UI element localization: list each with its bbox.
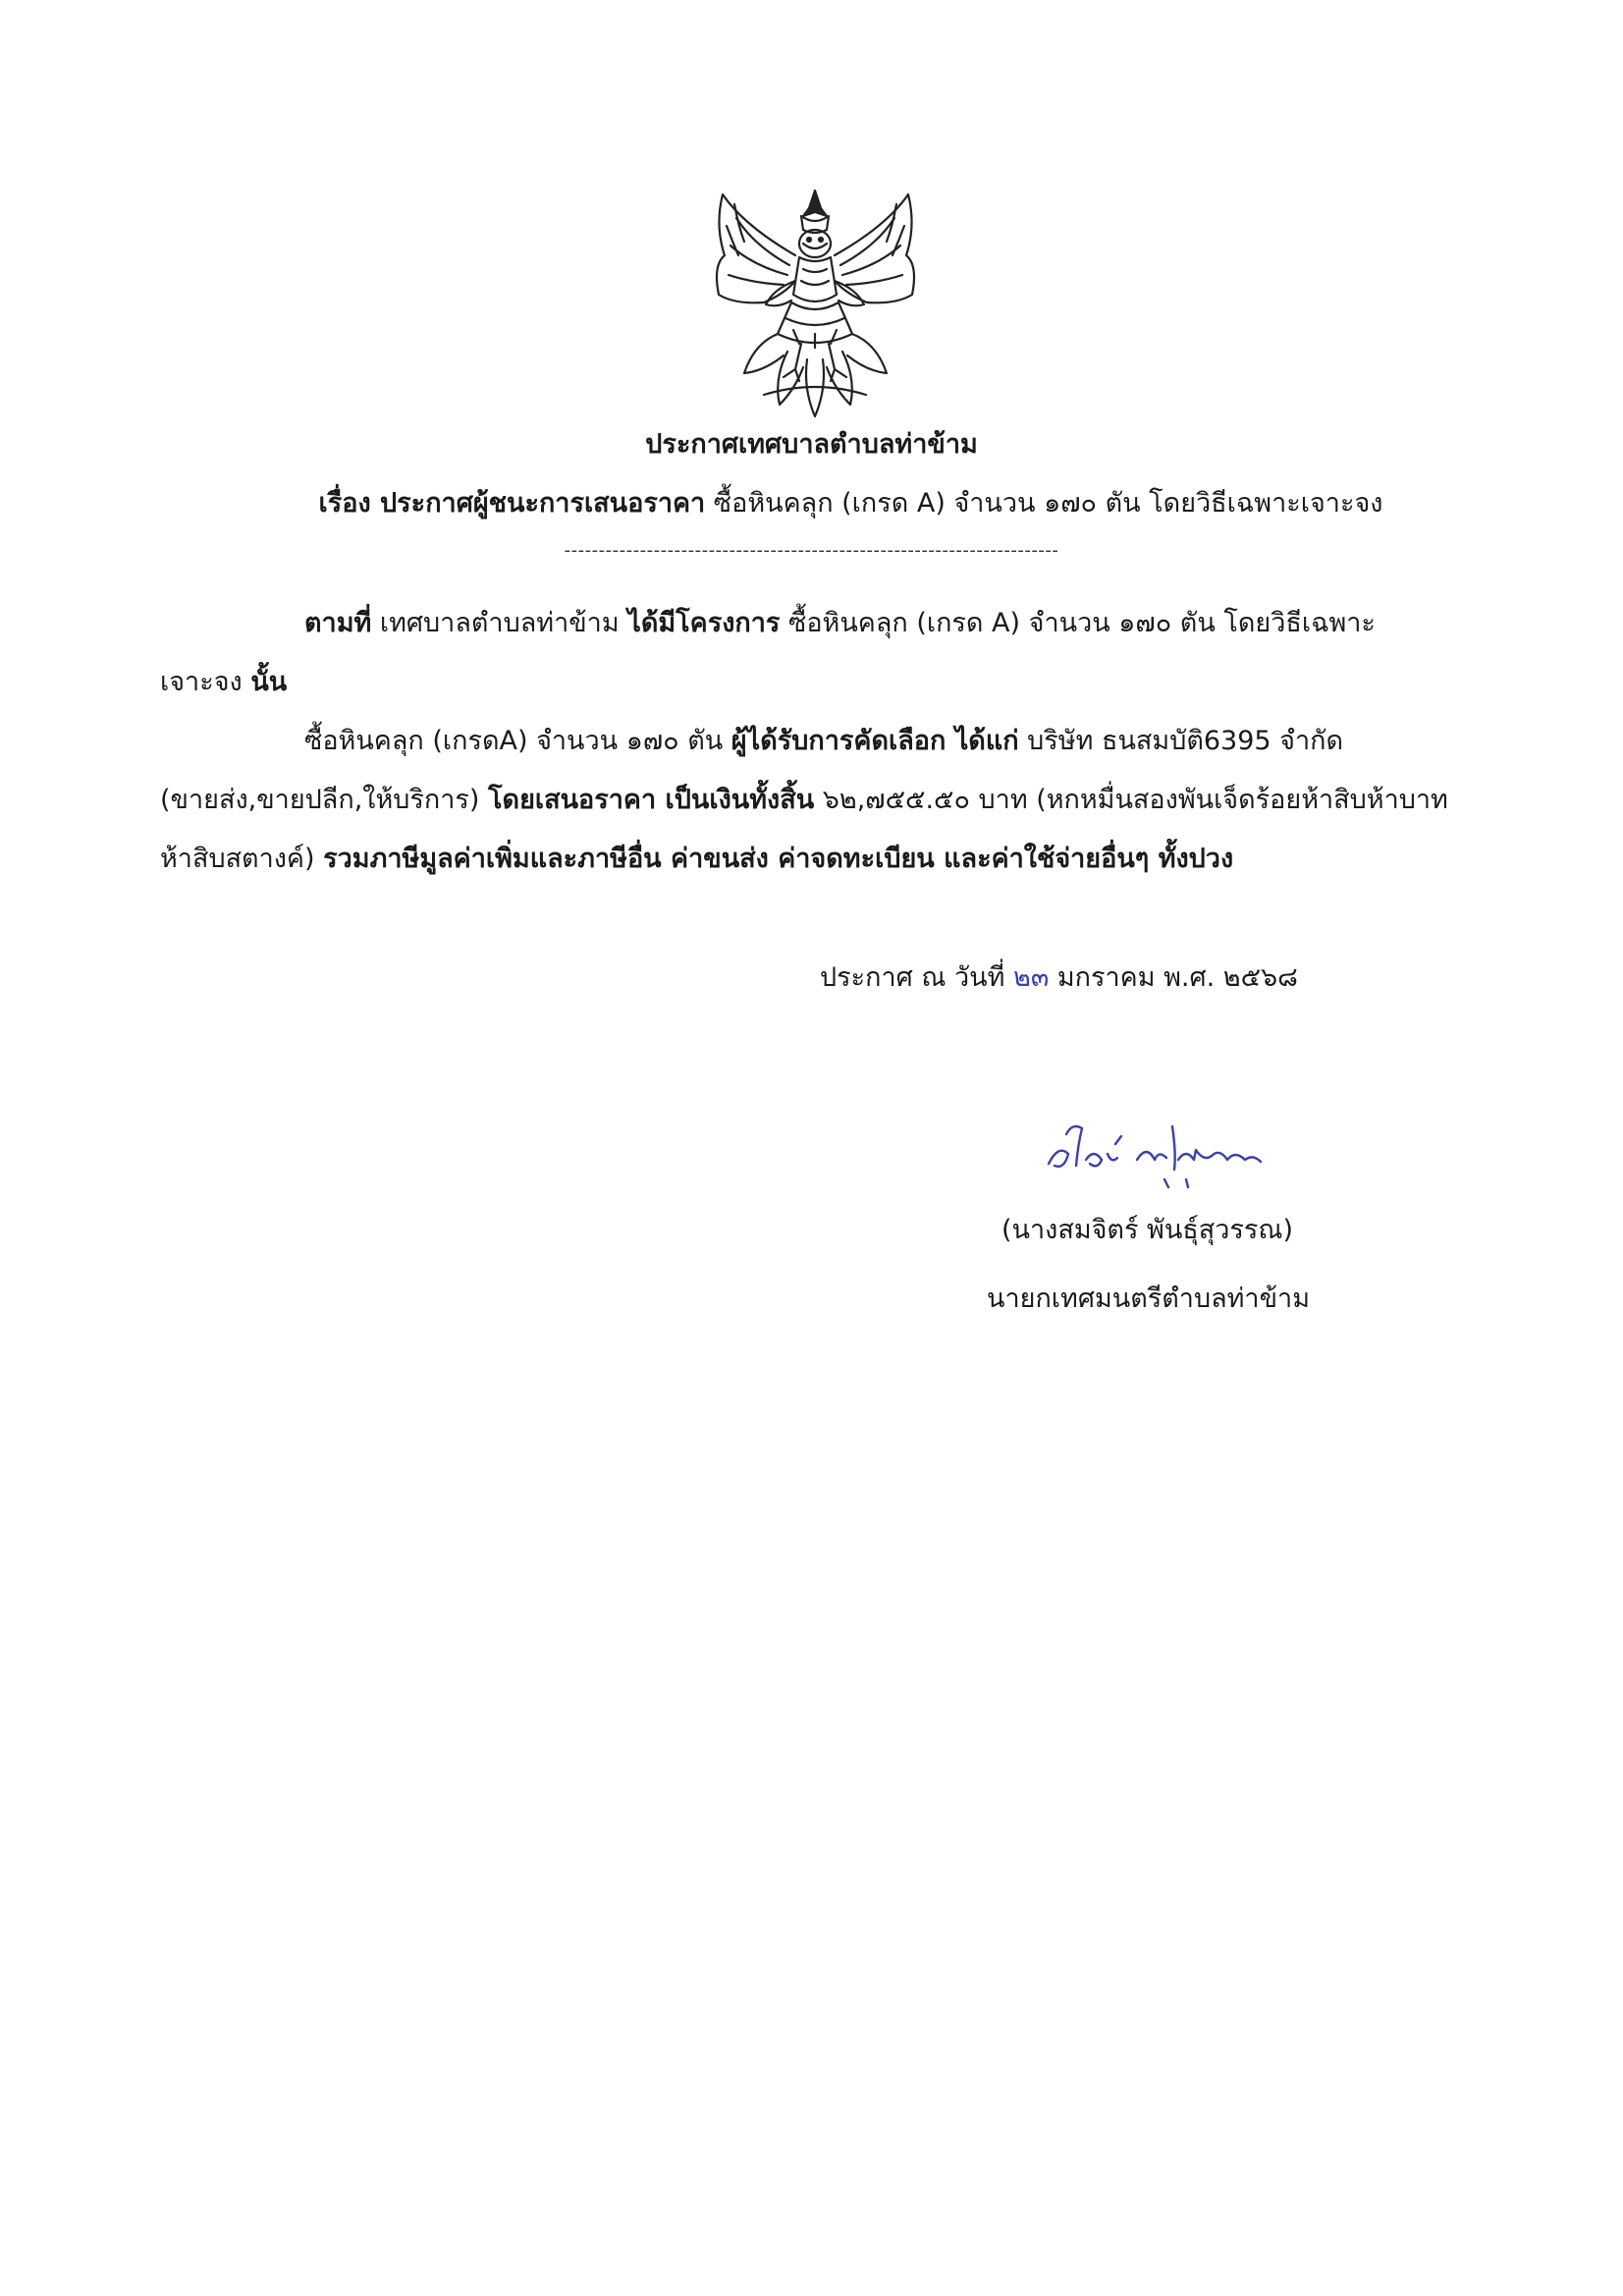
text-segment: เทศบาลตำบลท่าข้าม	[371, 608, 628, 638]
paragraph-2-line-1	[304, 719, 1343, 761]
signer-position: นายกเทศมนตรีตำบลท่าข้าม	[987, 1284, 1310, 1314]
subject-prefix: เรื่อง ประกาศผู้ชนะการเสนอราคา	[318, 488, 706, 519]
date-month-year: มกราคม พ.ศ. ๒๕๖๘	[1049, 962, 1298, 993]
text-segment: รวมภาษีมูลค่าเพิ่มและภาษีอื่น ค่าขนส่ง ค่าจดทะเบียน และค่าใช้จ่ายอื่นๆ ทั้งปวง	[323, 844, 1234, 874]
paragraph-1-line-1	[304, 601, 1376, 643]
text-segment: (ขายส่ง,ขายปลีก,ให้บริการ)	[160, 785, 489, 815]
handwritten-signature-icon	[1039, 1115, 1284, 1193]
text-segment: ได้มีโครงการ	[627, 608, 781, 638]
signer-name: (นางสมจิตร์ พันธุ์สุวรรณ)	[1001, 1215, 1294, 1245]
paragraph-2-line-2	[160, 778, 1448, 820]
text-segment: บริษัท ธนสมบัติ6395 จำกัด	[1018, 726, 1344, 756]
announcement-date	[820, 956, 1298, 998]
garuda-emblem-icon	[705, 187, 926, 420]
paragraph-2-line-3	[160, 837, 1233, 879]
text-segment: เจาะจง	[160, 667, 251, 697]
text-segment: ตามที่	[304, 608, 372, 638]
date-prefix: ประกาศ ณ วันที่	[820, 962, 1014, 993]
divider-line: ------------------------------------------------------------------------	[564, 540, 1059, 561]
agency-title: ประกาศเทศบาลตำบลท่าข้าม	[645, 429, 978, 460]
text-segment: นั้น	[250, 667, 288, 697]
text-segment: ผู้ได้รับการคัดเลือก ได้แก่	[730, 726, 1019, 756]
date-day-handwritten: ๒๓	[1013, 962, 1050, 993]
text-segment: ๖๒,๗๕๕.๕๐ บาท (หกหมื่นสองพันเจ็ดร้อยห้าสิบห้าบาท	[814, 785, 1448, 815]
subject-detail: ซื้อหินคลุก (เกรด A) จำนวน ๑๗๐ ตัน โดยวิธีเฉพาะเจาะจง	[705, 488, 1383, 519]
text-segment: โดยเสนอราคา เป็นเงินทั้งสิ้น	[488, 785, 815, 815]
text-segment: ซื้อหินคลุก (เกรด A) จำนวน ๑๗๐ ตัน โดยวิธีเฉพาะ	[780, 608, 1376, 638]
paragraph-1-line-2	[160, 660, 287, 702]
text-segment: ห้าสิบสตางค์)	[160, 844, 324, 874]
text-segment: ซื้อหินคลุก (เกรดA) จำนวน ๑๗๐ ตัน	[304, 726, 731, 756]
subject-title	[39, 481, 1623, 523]
